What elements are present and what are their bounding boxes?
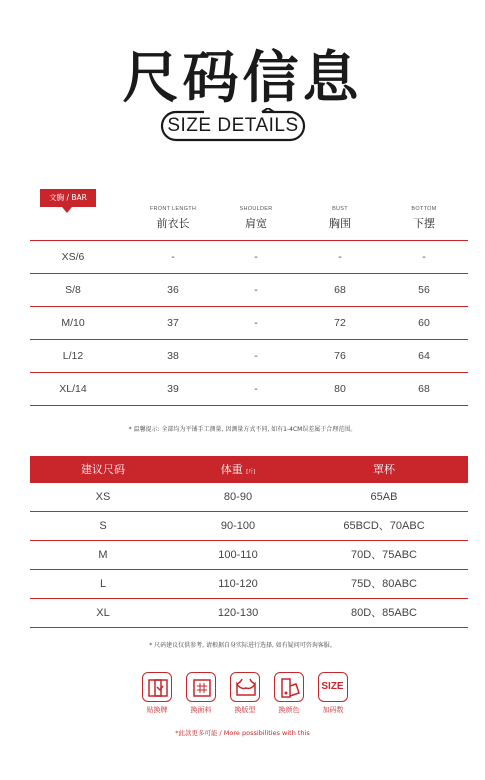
table-row: XL/14 39 - 80 68 bbox=[30, 373, 468, 406]
size-add-icon: SIZE bbox=[321, 681, 344, 692]
table-row: XS 80-90 65AB bbox=[30, 483, 468, 512]
table-row: M 100-110 70D、75ABC bbox=[30, 541, 468, 570]
tag-swap-icon bbox=[146, 676, 170, 700]
col-shoulder: SHOULDER 肩宽 bbox=[239, 206, 273, 230]
table-header: 建议尺码 体重 [斤] 罩杯 bbox=[30, 456, 468, 483]
fabric-icon bbox=[190, 676, 214, 700]
table-row: S/8 36 - 68 56 bbox=[30, 274, 468, 307]
measurement-header bbox=[0, 206, 485, 238]
table-row: XL 120-130 80D、85ABC bbox=[30, 599, 468, 628]
size-note: * 尺码建议仅供参考, 请根据自身实际进行选择, 如有疑问可咨询客服。 bbox=[149, 642, 336, 649]
table-row: M/10 37 - 72 60 bbox=[30, 307, 468, 340]
col-bust: BUST 胸围 bbox=[329, 206, 351, 230]
measurement-note: * 温馨提示: 全部均为平铺手工测量, 因测量方式不同, 如有1-4CM误差属于合理范围。 bbox=[128, 426, 357, 433]
size-option: SIZE 加码数 bbox=[316, 672, 350, 715]
col-bottom: BOTTOM 下摆 bbox=[411, 206, 437, 230]
col-front-length: FRONT LENGTH 前衣长 bbox=[149, 206, 197, 230]
fabric-option: 换面料 bbox=[184, 672, 218, 715]
subtitle-text: SIZE DETAILS bbox=[167, 115, 299, 136]
table-row: XS/6 - - - - bbox=[30, 241, 468, 274]
page-title: 尺码信息 bbox=[122, 46, 363, 111]
measurement-table bbox=[30, 240, 468, 406]
table-row: L/12 38 - 76 64 bbox=[30, 340, 468, 373]
tag-swap-option: 贴换牌 bbox=[140, 672, 174, 715]
subtitle-badge bbox=[158, 108, 308, 144]
color-option: 换颜色 bbox=[272, 672, 306, 715]
pattern-option: 换版型 bbox=[228, 672, 262, 715]
bra-pattern-icon bbox=[234, 676, 258, 700]
category-badge: 文胸 / BAR bbox=[40, 189, 96, 207]
table-row: L 110-120 75D、80ABC bbox=[30, 570, 468, 599]
color-swatch-icon bbox=[278, 676, 302, 700]
size-recommendation-table bbox=[30, 456, 468, 628]
footer-note: *此款更多可能 / More possibilities with this bbox=[175, 729, 310, 737]
table-row: S 90-100 65BCD、70ABC bbox=[30, 512, 468, 541]
customization-icons bbox=[140, 672, 350, 720]
